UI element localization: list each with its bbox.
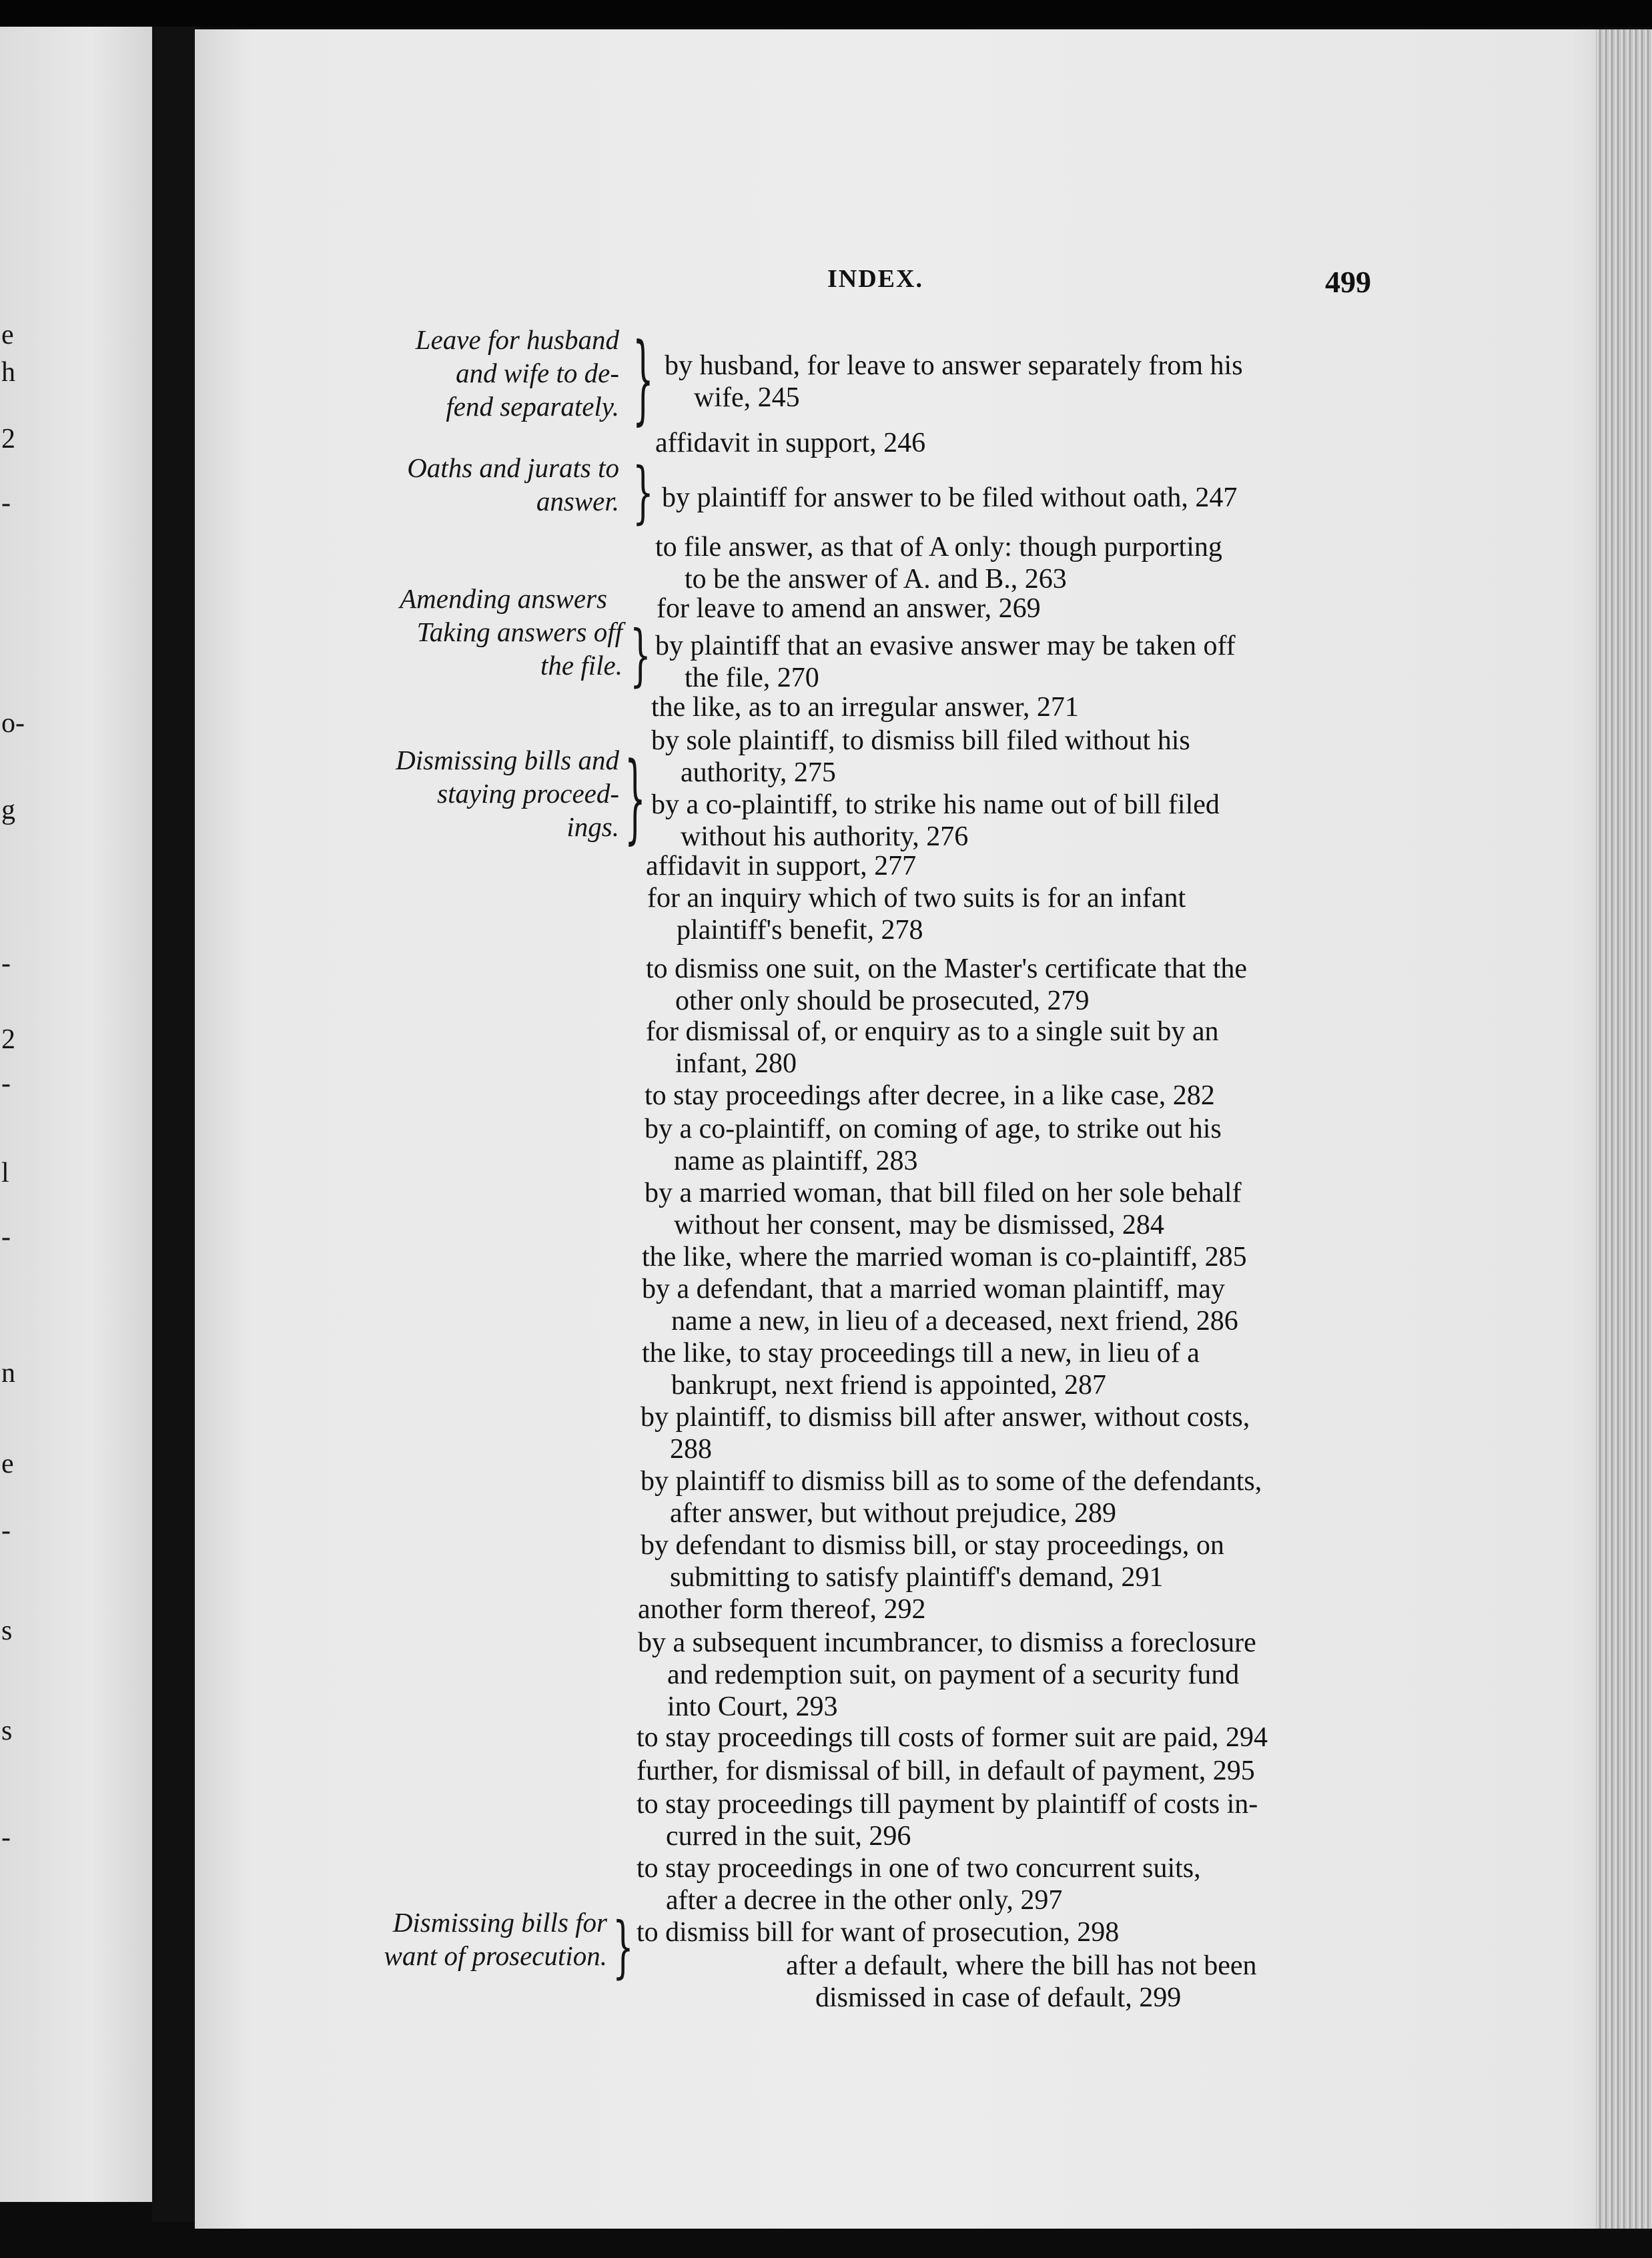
index-entry: by a married woman, that bill filed on her sole behalf without her consent, may be dismissed, 284 <box>645 1178 1242 1240</box>
facing-page-fragment: o- <box>1 708 25 739</box>
index-entry: to stay proceedings after decree, in a like case, 282 <box>645 1080 1215 1111</box>
facing-page-fragment: e <box>1 1449 14 1479</box>
index-entry: by a co-plaintiff, on coming of age, to strike out his name as plaintiff, 283 <box>645 1114 1222 1176</box>
index-entry: the like, to stay proceedings till a new, in lieu of a bankrupt, next friend is appointed, 287 <box>642 1338 1200 1401</box>
facing-page-fragment: l <box>1 1158 9 1188</box>
scan-top-border <box>0 0 1652 27</box>
facing-page-fragment: g <box>1 795 15 825</box>
page-number: 499 <box>1325 265 1371 299</box>
index-entry: to dismiss one suit, on the Master's certificate that the other only should be prosecuted, 279 <box>646 954 1248 1016</box>
facing-page-fragment: s <box>1 1615 13 1646</box>
brace-taking: } <box>630 617 651 694</box>
sidenote-amending: Amending answers <box>400 583 607 614</box>
index-entry: to file answer, as that of A only: though purporting to be the answer of A. and B., 263 <box>655 532 1222 595</box>
index-entry: to stay proceedings till costs of former suit are paid, 294 <box>637 1722 1268 1753</box>
sidenote-dismissing: Dismissing bills and staying proceed- ings. <box>396 745 619 842</box>
book-gutter <box>152 27 199 2222</box>
index-entry: by plaintiff for answer to be filed without oath, 247 <box>662 482 1238 513</box>
index-entry: for leave to amend an answer, 269 <box>657 593 1041 624</box>
index-entry: for dismissal of, or enquiry as to a single suit by an infant, 280 <box>646 1016 1219 1079</box>
facing-page-fragment: - <box>1 948 11 979</box>
index-entry: another form thereof, 292 <box>638 1594 926 1625</box>
facing-page-fragment: - <box>1 1515 11 1546</box>
index-entry: by a subsequent incumbrancer, to dismiss a foreclosure and redemption suit, on payment of a security fund into Court, 293 <box>638 1627 1256 1722</box>
facing-page-fragment: - <box>1 1222 11 1252</box>
index-entry: to dismiss bill for want of prosecution, 298 <box>637 1917 1120 1948</box>
sidenote-leave: Leave for husband and wife to de- fend separately. <box>415 324 619 422</box>
facing-page-fragment: 2 <box>1 424 15 454</box>
page-stack-edge <box>1596 29 1652 2229</box>
index-entry: to stay proceedings till payment by plaintiff of costs in- curred in the suit, 296 <box>637 1789 1258 1852</box>
brace-dismissing: } <box>625 742 646 855</box>
facing-page-fragment: 2 <box>1 1024 15 1055</box>
index-entry: the like, where the married woman is co-plaintiff, 285 <box>642 1242 1247 1272</box>
index-entry: affidavit in support, 246 <box>655 428 926 458</box>
facing-page-edge <box>0 27 152 2202</box>
index-entry: by defendant to dismiss bill, or stay proceedings, on submitting to satisfy plaintiff's demand, 291 <box>641 1530 1224 1593</box>
index-entry: further, for dismissal of bill, in default of payment, 295 <box>637 1756 1255 1786</box>
brace-prosecution: } <box>612 1908 634 1986</box>
page-title: INDEX. <box>827 265 923 293</box>
sidenote-oaths: Oaths and jurats to answer. <box>407 452 619 516</box>
facing-page-fragment: n <box>1 1358 15 1389</box>
facing-page-fragment: e <box>1 320 14 350</box>
index-entry: for an inquiry which of two suits is for an infant plaintiff's benefit, 278 <box>647 883 1186 946</box>
sidenote-prosecution: Dismissing bills for want of prosecution. <box>384 1907 607 1971</box>
facing-page-fragment: - <box>1 488 11 518</box>
index-entry: by a defendant, that a married woman plaintiff, may name a new, in lieu of a deceased, next friend, 286 <box>642 1274 1238 1337</box>
facing-page-fragment: s <box>1 1716 13 1746</box>
index-entry: by plaintiff to dismiss bill as to some of the defendants, after answer, but without prejudice, 289 <box>641 1466 1262 1529</box>
index-entry: by sole plaintiff, to dismiss bill filed without his authority, 275 <box>651 725 1190 788</box>
brace-oaths: } <box>633 454 654 531</box>
index-entry: by plaintiff, to dismiss bill after answer, without costs, 288 <box>641 1402 1250 1465</box>
facing-page-fragment: - <box>1 1068 11 1099</box>
brace-leave: } <box>633 323 654 436</box>
facing-page-fragment: - <box>1 1822 11 1853</box>
index-entry: to stay proceedings in one of two concurrent suits, after a decree in the other only, 297 <box>637 1853 1201 1916</box>
index-entry: after a default, where the bill has not been dismissed in case of default, 299 <box>786 1950 1257 2013</box>
index-entry: affidavit in support, 277 <box>646 851 917 881</box>
facing-page-fragment: h <box>1 357 15 388</box>
index-entry: by a co-plaintiff, to strike his name out of bill filed without his authority, 276 <box>651 789 1220 852</box>
index-entry: by plaintiff that an evasive answer may be taken off the file, 270 <box>655 631 1236 693</box>
index-entry: the like, as to an irregular answer, 271 <box>651 692 1079 723</box>
index-entry: by husband, for leave to answer separately from his wife, 245 <box>665 350 1243 413</box>
sidenote-taking: Taking answers off the file. <box>416 617 623 681</box>
